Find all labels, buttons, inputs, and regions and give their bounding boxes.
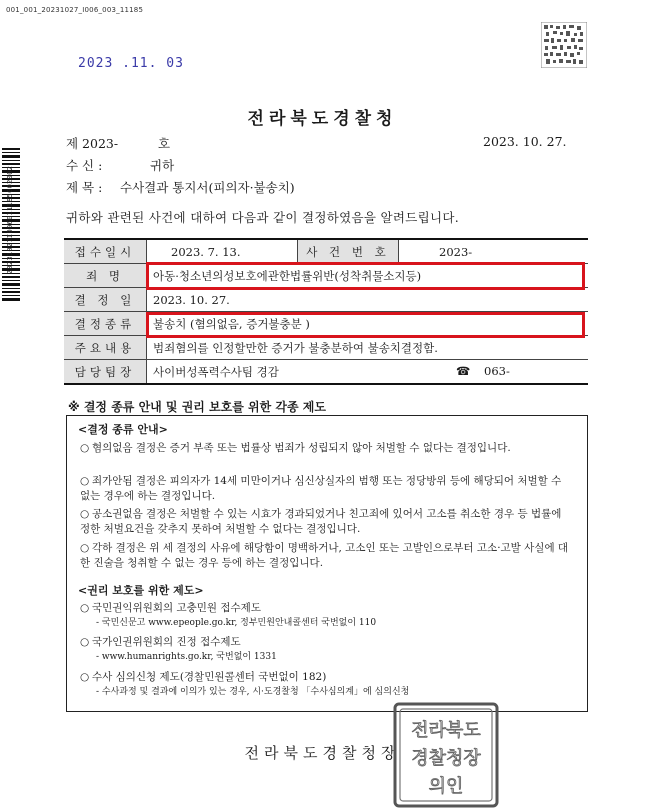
- decision-type-highlight-box: [146, 312, 585, 338]
- charge-value: 아동·청소년의성보호에관한법률위반(성착취물소지등): [147, 264, 589, 288]
- officer-cell: [147, 360, 589, 385]
- received-date-stamp: 2023 .11. 03: [78, 56, 184, 71]
- receipt-date-value: 2023. 7. 13.: [147, 239, 298, 264]
- case-number-label: 사 건 번 호: [298, 239, 399, 264]
- list-item: ○ 국민권익위원회의 고충민원 접수제도: [80, 602, 261, 614]
- table-row: [64, 239, 588, 264]
- rights-guide-heading: <권리 보호를 위한 제도>: [78, 584, 204, 597]
- doc-date: 2023. 10. 27.: [483, 134, 567, 149]
- recipient-label: 수 신 :: [66, 158, 103, 173]
- doc-number-label: 제 2023-: [66, 136, 119, 151]
- list-item: ○ 혐의없음 결정은 증거 부족 또는 법률상 범죄가 성립되지 않아 처벌할 수 없다는 결정입니다.: [80, 442, 511, 454]
- decision-guide-heading: <결정 종류 안내>: [78, 423, 168, 436]
- phone-icon: ☎: [456, 363, 471, 378]
- issuer-name: 전라북도경찰청장: [244, 744, 401, 762]
- recipient-value: 귀하: [150, 158, 175, 173]
- decision-date-label: 결 정 일: [64, 288, 147, 312]
- svg-text:경찰청장: 경찰청장: [411, 748, 481, 769]
- list-item: ○ 각하 결정은 위 세 결정의 사유에 해당함이 명백하거나, 고소인 또는 고발인으로부터 고소·고발 사실에 대한 진술을 청취할 수 없는 경우 등에 하는 결정입니다.: [80, 542, 569, 569]
- table-row: [64, 288, 588, 312]
- qr-code-icon: [541, 22, 587, 68]
- doc-number-suffix: 호: [158, 136, 171, 151]
- case-number-value: 2023-: [399, 239, 589, 264]
- agency-title: 전라북도경찰청: [247, 109, 398, 129]
- list-item: ○ 수사 심의신청 제도(경찰민원콜센터 국번없이 182): [80, 671, 327, 683]
- phone-value: 063-: [484, 363, 510, 378]
- subject-value: 수사결과 통지서(피의자·불송치): [120, 180, 295, 195]
- charge-label: 죄 명: [64, 264, 147, 288]
- list-item: ○ 공소권없음 결정은 처벌할 수 있는 시효가 경과되었거나 친고죄에 있어서 고소를 취소한 경우 등 법률에 정한 처벌요건을 갖추지 못하여 처벌할 수 없다는 결정입니다.: [80, 508, 562, 535]
- file-id: 001_001_20231027_I006_003_11185: [6, 6, 144, 14]
- list-item-detail: - 국민신문고 www.epeople.go.kr, 정부민원안내콜센터 국번없이 110: [96, 618, 377, 628]
- summary-value: 범죄혐의를 인정할만한 증거가 불충분하여 불송치결정함.: [147, 336, 589, 360]
- list-item: ○ 국가인권위원회의 진정 접수제도: [80, 636, 241, 648]
- side-document-code: 20231027I00601118500200​2: [6, 165, 14, 275]
- receipt-date-label: 접수일시: [64, 239, 147, 264]
- list-item: ○ 죄가안됨 결정은 피의자가 14세 미만이거나 심신상실자의 범행 또는 정당방위 등에 해당되어 처벌할 수 없는 경우에 하는 결정입니다.: [80, 475, 562, 502]
- officer-label: 담당팀장: [64, 360, 147, 385]
- decision-type-value: 불송치 (혐의없음, 증거불충분 ): [147, 312, 589, 336]
- intro-sentence: 귀하와 관련된 사건에 대하여 다음과 같이 결정하였음을 알려드립니다.: [66, 210, 460, 225]
- decision-type-label: 결정종류: [64, 312, 147, 336]
- subject-label: 제 목 :: [66, 180, 103, 195]
- table-row: [64, 336, 588, 360]
- section-title: ※ 결정 종류 안내 및 권리 보호를 위한 각종 제도: [68, 400, 326, 414]
- svg-text:전라북도: 전라북도: [411, 720, 481, 741]
- list-item-detail: - www.humanrights.go.kr, 국번없이 1331: [96, 652, 277, 662]
- charge-highlight-box: [146, 262, 585, 290]
- list-item-detail: - 수사과정 및 결과에 이의가 있는 경우, 시·도경찰청 「수사심의계」에 심의신청: [96, 687, 410, 697]
- table-row: [64, 360, 588, 385]
- official-seal-icon: [391, 700, 501, 810]
- summary-label: 주요내용: [64, 336, 147, 360]
- officer-value: 사이버성폭력수사팀 경감: [153, 364, 279, 379]
- decision-date-value: 2023. 10. 27.: [147, 288, 589, 312]
- svg-text:의인: 의인: [428, 776, 464, 797]
